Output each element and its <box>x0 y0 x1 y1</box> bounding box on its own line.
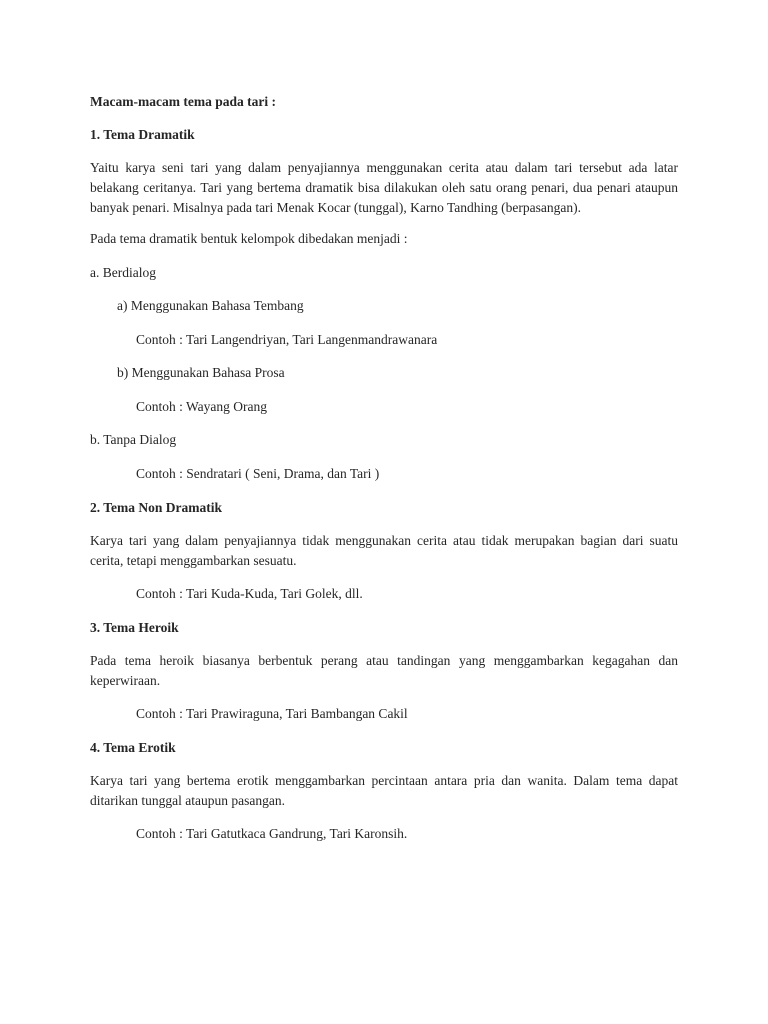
sub-item-bahasa-prosa: b) Menggunakan Bahasa Prosa <box>117 365 285 380</box>
example-bahasa-prosa: Contoh : Wayang Orang <box>136 399 268 414</box>
section-paragraph-dramatik: Yaitu karya seni tari yang dalam penyajiannya menggunakan cerita atau dalam tari tersebut ada latar belakang ceritanya. Tari yang bertema dramatik bisa dilakukan oleh satu orang penari, dua penari ataupun banyak penari. Misalnya pada tari Menak Kocar (tunggal), Karno Tandhing (berpasangan). <box>90 160 678 215</box>
section-title-erotik: 4. Tema Erotik <box>90 740 176 755</box>
list-item-tanpa-dialog: b. Tanpa Dialog <box>90 432 177 447</box>
section-title-dramatik: 1. Tema Dramatik <box>90 127 195 142</box>
list-item-berdialog: a. Berdialog <box>90 265 156 280</box>
document-page <box>90 92 678 844</box>
example-tanpa-dialog: Contoh : Sendratari ( Seni, Drama, dan Tari ) <box>136 466 380 481</box>
example-heroik: Contoh : Tari Prawiraguna, Tari Bambangan Cakil <box>136 706 408 721</box>
section-paragraph-heroik: Pada tema heroik biasanya berbentuk perang atau tandingan yang menggambarkan kegagahan dan keperwiraan. <box>90 653 678 688</box>
section-title-non-dramatik: 2. Tema Non Dramatik <box>90 500 223 515</box>
example-erotik: Contoh : Tari Gatutkaca Gandrung, Tari Karonsih. <box>136 826 408 841</box>
example-non-dramatik: Contoh : Tari Kuda-Kuda, Tari Golek, dll. <box>136 586 363 601</box>
example-bahasa-tembang: Contoh : Tari Langendriyan, Tari Langenmandrawanara <box>136 332 438 347</box>
section-paragraph-non-dramatik: Karya tari yang dalam penyajiannya tidak menggunakan cerita atau tidak merupakan bagian dari suatu cerita, tetapi menggambarkan sesuatu. <box>90 533 678 568</box>
sub-item-bahasa-tembang: a) Menggunakan Bahasa Tembang <box>117 298 304 313</box>
dramatik-intro: Pada tema dramatik bentuk kelompok dibedakan menjadi : <box>90 231 408 246</box>
document-heading: Macam-macam tema pada tari : <box>90 94 276 109</box>
section-title-heroik: 3. Tema Heroik <box>90 620 179 635</box>
section-paragraph-erotik: Karya tari yang bertema erotik menggambarkan percintaan antara pria dan wanita. Dalam tema dapat ditarikan tunggal ataupun pasangan. <box>90 773 678 808</box>
